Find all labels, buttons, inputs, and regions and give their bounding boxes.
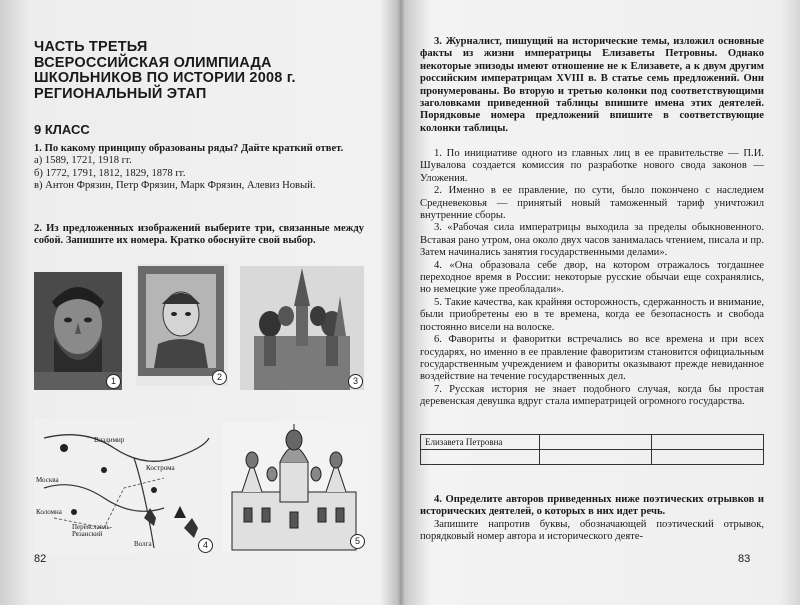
statement-item: 2. Именно в ее правление, по сути, было покончено с наследием Средневековья — принятый новый таможенный тариф уничтожил внутренние сборы.: [420, 185, 764, 222]
question-2: 2. Из предложенных изображений выберите три, связанные между собой. Запишите их номера. Кратко обоснуйте свой выбор.: [34, 223, 364, 247]
map-label: Кострома: [146, 464, 175, 472]
cathedral-photo-image: [240, 266, 364, 390]
portrait-1-image: [34, 272, 122, 390]
image-number: 5: [350, 534, 365, 549]
image-number: 4: [198, 538, 213, 553]
cathedral-icon: [240, 266, 364, 390]
question-1: [34, 143, 364, 193]
statement-item: 6. Фавориты и фаворитки встречались во все времена и при всех государях, но именно в ее правление фаворитизм становится официальным государственным учреждением и фавориты оказывают прежде невиданное воздействие на течение государственных дел.: [420, 334, 764, 383]
image-number: 2: [212, 370, 227, 385]
statement-item: 3. «Рабочая сила императрицы выходила за пределы обыкновенного. Вставая рано утром, она около двух часов занималась чтением, писала и пр. Затем начинались занятия государственными делами».: [420, 222, 764, 259]
statement-item: 4. «Она образовала себе двор, на котором отражалось тогдашнее переходное время в России: некоторые русские обычаи еще сохранялись, но немецкие уже преобладали».: [420, 259, 764, 296]
table-cell[interactable]: [540, 435, 652, 450]
option-a: а) 1589, 1721, 1918 гг.: [34, 155, 132, 167]
statement-item: 7. Русская история не знает подобного случая, когда бы простая деревенская девушка вдруг стала императрицей огромного государства.: [420, 383, 764, 408]
table-row: [421, 435, 764, 450]
option-c: в) Антон Фрязин, Петр Фрязин, Марк Фрязин, Алевиз Новый.: [34, 180, 316, 192]
map-label: Переяславль-Рязанский: [72, 523, 112, 538]
table-cell[interactable]: [652, 435, 764, 450]
question-1-text: 1. По какому принципу образованы ряды? Дайте краткий ответ.: [34, 143, 344, 154]
church-icon: [222, 422, 366, 552]
answer-table: [420, 434, 764, 465]
portrait-framed-icon: [136, 264, 228, 386]
map-image: [34, 418, 214, 554]
image-number: 1: [106, 374, 121, 389]
image-number: 3: [348, 374, 363, 389]
table-header-cell: Елизавета Петровна: [421, 435, 540, 450]
map-label: Коломна: [36, 508, 62, 516]
title-line: ШКОЛЬНИКОВ ПО ИСТОРИИ 2008 г.: [34, 70, 296, 86]
statements-list: [420, 148, 764, 409]
map-label: Волга: [134, 540, 152, 548]
question-3-text: 3. Журналист, пишущий на исторические темы, изложил основные факты из жизни императрицы Елизаветы Петровны. Однако некоторые эпизоды имеют отношение не к Елизавете, а к двум другим российским императрицам XVIII в. В статье семь предложений. Они пронумерованы. Во вторую и третью колонки под соответствующими заголовками приведенной таблицы впишите имена этих деятелей. Порядковые номера предложений впишите в соответствующие колонки таблицы.: [420, 36, 764, 134]
question-4: [420, 494, 764, 544]
table-row: [421, 450, 764, 465]
page-number-left: 82: [34, 553, 47, 565]
portrait-2-image: [136, 264, 228, 386]
question-4-text: 4. Определите авторов приведенных ниже поэтических отрывков и исторических деятелей, о которых в них идет речь.: [420, 494, 764, 518]
portrait-tsar-icon: [34, 272, 122, 390]
question-4-instruction: Запишите напротив буквы, обозначающей поэтический отрывок, порядковый номер автора и исторического деяте-: [420, 518, 764, 543]
map-label: Владимир: [94, 436, 125, 444]
statement-item: 1. По инициативе одного из главных лиц в ее правительстве — П.И. Шувалова создается комиссия по разработке нового свода законов — Уложения.: [420, 148, 764, 184]
church-drawing-image: [222, 422, 366, 552]
question-3: [420, 36, 764, 135]
title-line: РЕГИОНАЛЬНЫЙ ЭТАП: [34, 85, 207, 102]
table-cell[interactable]: [652, 450, 764, 465]
table-cell[interactable]: [540, 450, 652, 465]
statement-item: 5. Такие качества, как крайняя осторожность, сдержанность и внимание, были приобретены ею в те времена, когда ее безопасность и свобода постоянно висели на волоске.: [420, 296, 764, 333]
table-cell[interactable]: [421, 450, 540, 465]
page-number-right: 83: [738, 553, 751, 565]
option-b: б) 1772, 1791, 1812, 1829, 1878 гг.: [34, 167, 186, 179]
title-line: ЧАСТЬ ТРЕТЬЯ: [34, 39, 148, 55]
grade-heading: 9 КЛАСС: [34, 122, 90, 137]
title-line: ВСЕРОССИЙСКАЯ ОЛИМПИАДА: [34, 54, 272, 71]
part-title: [34, 40, 364, 102]
map-label: Москва: [36, 476, 59, 484]
